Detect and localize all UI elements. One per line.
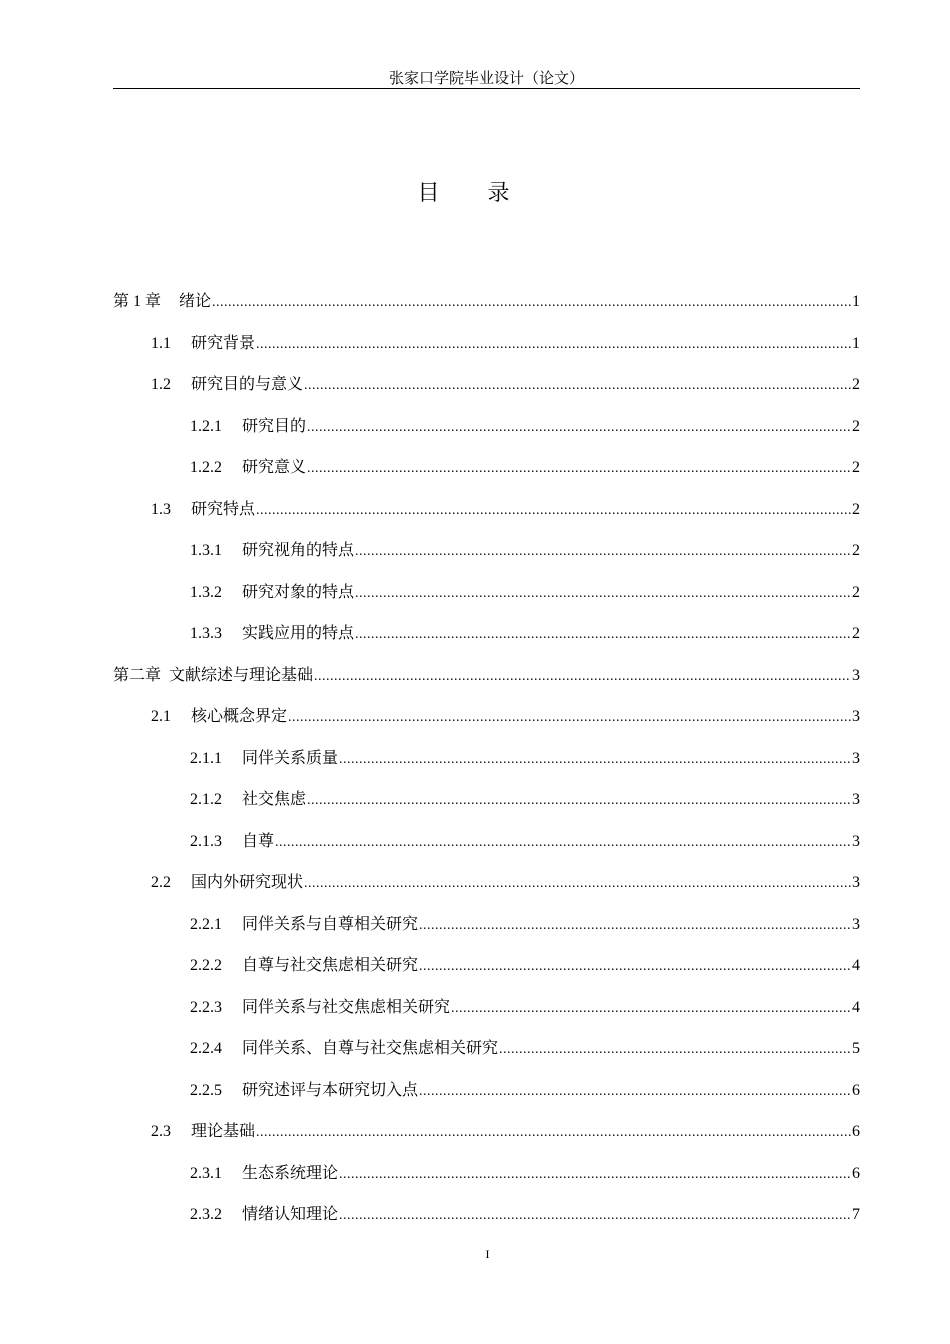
toc-entry-title: 研究述评与本研究切入点 xyxy=(242,1079,419,1099)
toc-entry-title: 研究对象的特点 xyxy=(242,581,355,601)
toc-entry-page: 2 xyxy=(852,417,860,435)
toc-dot-leader xyxy=(499,1037,851,1063)
toc-entry[interactable] xyxy=(113,745,860,787)
toc-entry-number: 第二章 xyxy=(113,666,162,684)
toc-entry-number: 1.3.3 xyxy=(190,625,222,642)
toc-dot-leader xyxy=(307,456,851,482)
toc-entry-page: 1 xyxy=(852,293,860,310)
toc-entry-title: 文献综述与理论基础 xyxy=(169,664,314,684)
toc-entry[interactable] xyxy=(113,1201,860,1243)
toc-entry-number: 2.3.1 xyxy=(190,1164,222,1182)
toc-entry-number: 1.3.2 xyxy=(190,583,222,601)
toc-entry-number: 2.3 xyxy=(151,1123,171,1140)
toc-entry[interactable] xyxy=(113,496,860,538)
toc-entry[interactable] xyxy=(113,1118,860,1160)
toc-entry[interactable] xyxy=(113,1035,860,1077)
toc-entry[interactable] xyxy=(113,579,860,621)
page-number: I xyxy=(485,1247,490,1261)
toc-entry-page: 3 xyxy=(852,708,860,725)
running-header: 张家口学院毕业设计（论文） xyxy=(388,69,584,87)
toc-entry-title: 绪论 xyxy=(179,291,212,310)
toc-entry-number: 2.2.4 xyxy=(190,1040,222,1057)
toc-dot-leader xyxy=(304,871,851,897)
toc-entry-page: 5 xyxy=(852,1040,860,1057)
toc-entry-page: 4 xyxy=(852,957,860,974)
toc-entry-page: 6 xyxy=(852,1123,860,1140)
toc-entry-number: 2.2 xyxy=(151,874,171,891)
toc-entry-title: 社交焦虑 xyxy=(242,789,307,808)
toc-dot-leader xyxy=(275,830,851,856)
toc-dot-leader xyxy=(419,1079,851,1105)
toc-entry-number: 1.2 xyxy=(151,376,171,393)
toc-entry-page: 1 xyxy=(852,334,860,352)
toc-entry[interactable] xyxy=(113,288,860,330)
toc-entry-title: 同伴关系质量 xyxy=(242,747,339,767)
toc-entry[interactable] xyxy=(113,952,860,994)
toc-dot-leader xyxy=(339,1203,851,1229)
toc-dot-leader xyxy=(256,498,851,524)
toc-dot-leader xyxy=(256,332,851,358)
toc-entry-title: 研究视角的特点 xyxy=(242,540,355,559)
toc-entry-number: 2.1 xyxy=(151,708,171,725)
toc-entry-page: 6 xyxy=(852,1164,860,1182)
toc-entry[interactable] xyxy=(113,869,860,911)
toc-entry-page: 2 xyxy=(852,376,860,393)
toc-entry-page: 3 xyxy=(852,874,860,891)
toc-entry-title: 生态系统理论 xyxy=(242,1162,339,1182)
toc-entry-title: 核心概念界定 xyxy=(191,706,288,725)
toc-dot-leader xyxy=(339,747,851,773)
toc-dot-leader xyxy=(304,373,851,399)
toc-entry-title: 情绪认知理论 xyxy=(242,1204,339,1223)
toc-entry-page: 6 xyxy=(852,1081,860,1099)
toc-entry[interactable] xyxy=(113,330,860,372)
toc-dot-leader xyxy=(288,705,851,731)
toc-entry[interactable] xyxy=(113,1160,860,1202)
toc-entry-page: 3 xyxy=(852,749,860,767)
toc-entry-title: 研究意义 xyxy=(242,457,307,476)
toc-entry-title: 研究背景 xyxy=(191,332,256,352)
toc-entry[interactable] xyxy=(113,911,860,953)
toc-entry[interactable] xyxy=(113,1077,860,1119)
toc-entry-title: 国内外研究现状 xyxy=(191,872,304,891)
toc-entry-title: 同伴关系、自尊与社交焦虑相关研究 xyxy=(242,1038,499,1057)
toc-dot-leader xyxy=(212,290,851,316)
toc-entry-title: 研究特点 xyxy=(191,498,256,518)
toc-entry-number: 2.1.2 xyxy=(190,791,222,808)
toc-entry-page: 3 xyxy=(852,915,860,933)
toc-entry[interactable] xyxy=(113,828,860,870)
toc-entry-page: 2 xyxy=(852,542,860,559)
toc-dot-leader xyxy=(355,539,851,565)
toc-entry-number: 1.3.1 xyxy=(190,542,222,559)
toc-entry-number: 1.1 xyxy=(151,334,171,352)
toc-entry[interactable] xyxy=(113,413,860,455)
toc-entry[interactable] xyxy=(113,994,860,1036)
toc-entry-page: 3 xyxy=(852,791,860,808)
toc-dot-leader xyxy=(314,664,851,690)
toc-entry-page: 2 xyxy=(852,583,860,601)
toc-entry-number: 2.2.3 xyxy=(190,998,222,1016)
toc-entry-title: 研究目的 xyxy=(242,415,307,435)
toc-dot-leader xyxy=(355,622,851,648)
toc-entry-number: 1.3 xyxy=(151,500,171,518)
toc-dot-leader xyxy=(307,788,851,814)
toc-entry[interactable] xyxy=(113,620,860,662)
toc-entry[interactable] xyxy=(113,537,860,579)
toc-entry-title: 研究目的与意义 xyxy=(191,374,304,393)
toc-entry-title: 自尊 xyxy=(242,830,275,850)
toc-entry-number: 1.2.1 xyxy=(190,417,222,435)
toc-entry-page: 3 xyxy=(852,666,860,684)
toc-entry-page: 3 xyxy=(852,832,860,850)
toc-dot-leader xyxy=(307,415,851,441)
toc-entry-title: 同伴关系与自尊相关研究 xyxy=(242,913,419,933)
toc-entry-page: 2 xyxy=(852,500,860,518)
toc-entry-number: 2.1.1 xyxy=(190,749,222,767)
toc-entry-page: 2 xyxy=(852,459,860,476)
toc-entry-page: 2 xyxy=(852,625,860,642)
toc-title: 目录 xyxy=(417,181,558,206)
toc-dot-leader xyxy=(451,996,851,1022)
toc-entry[interactable] xyxy=(113,662,860,704)
toc-dot-leader xyxy=(355,581,851,607)
table-of-contents xyxy=(113,288,860,1243)
toc-entry[interactable] xyxy=(113,454,860,496)
toc-dot-leader xyxy=(419,913,851,939)
header-rule xyxy=(113,88,860,89)
toc-entry-page: 4 xyxy=(852,998,860,1016)
toc-entry[interactable] xyxy=(113,371,860,413)
toc-entry-title: 理论基础 xyxy=(191,1121,256,1140)
toc-entry-number: 2.3.2 xyxy=(190,1206,222,1223)
toc-entry[interactable] xyxy=(113,786,860,828)
toc-dot-leader xyxy=(339,1162,851,1188)
toc-entry-page: 7 xyxy=(852,1206,860,1223)
toc-entry-number: 1.2.2 xyxy=(190,459,222,476)
toc-entry-number: 2.2.5 xyxy=(190,1081,222,1099)
toc-entry-title: 实践应用的特点 xyxy=(242,623,355,642)
toc-dot-leader xyxy=(419,954,851,980)
toc-entry-title: 同伴关系与社交焦虑相关研究 xyxy=(242,996,451,1016)
toc-entry-number: 2.2.1 xyxy=(190,915,222,933)
toc-entry-number: 第 1 章 xyxy=(113,293,162,310)
toc-entry-number: 2.2.2 xyxy=(190,957,222,974)
toc-entry-title: 自尊与社交焦虑相关研究 xyxy=(242,955,419,974)
toc-entry[interactable] xyxy=(113,703,860,745)
toc-entry-number: 2.1.3 xyxy=(190,832,222,850)
toc-dot-leader xyxy=(256,1120,851,1146)
